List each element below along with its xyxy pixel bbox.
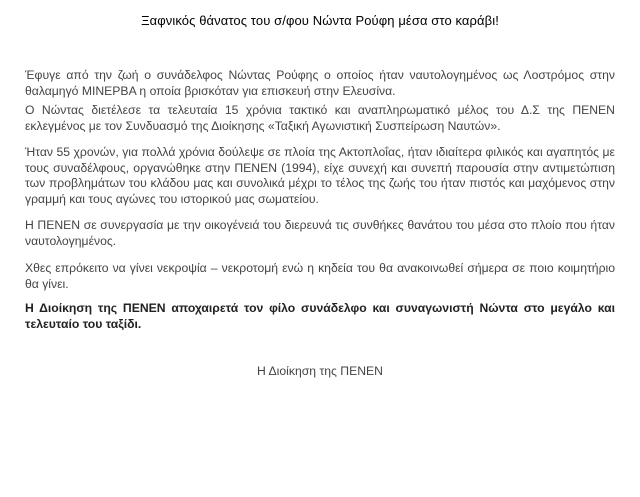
paragraph-board-membership: Ο Νώντας διετέλεσε τα τελευταία 15 χρόνια τακτικό και αναπληρωματικό μέλος του Δ.Σ της ΠΕΝΕΝ εκλεγμένος με τον Συνδυασμό της Διοίκησης «Ταξική Αγωνιστική Συσπείρωση Ναυτών». [25, 103, 615, 133]
paragraph-death-announcement: Έφυγε από την ζωή ο συνάδελφος Νώντας Ρούφης ο οποίος ήταν ναυτολογημένος ως Λοστρόμος στην θαλαμηγό MINEΡΒΑ η οποία βρισκόταν για επισκευή στην Ελευσίνα. [25, 68, 615, 98]
signature: Η Διοίκηση της ΠΕΝΕΝ [257, 364, 383, 378]
paragraph-autopsy-funeral: Χθες επρόκειτο να γίνει νεκροψία – νεκροτομή ενώ η κηδεία του θα ανακοινωθεί σήμερα σε ποιο κοιμητήριο θα γίνει. [25, 261, 615, 291]
paragraph-investigation: Η ΠΕΝΕΝ σε συνεργασία με την οικογένειά του διερευνά τις συνθήκες θανάτου του μέσα στο πλοίο που ήταν ναυτολογημένος. [25, 218, 615, 248]
document-title: Ξαφνικός θάνατος του σ/φου Νώντα Ρούφη μέσα στο καράβι! [141, 13, 499, 28]
paragraph-biography: Ήταν 55 χρονών, για πολλά χρόνια δούλεψε σε πλοία της Ακτοπλοΐας, ήταν ιδιαίτερα φιλικός και αγαπητός με τους συναδέλφους, οργανώθηκε στην ΠΕΝΕΝ (1994), είχε συνεχή και συνεπή παρουσία στην αντιμετώπιση των προβλημάτων του κλάδου μας και συνολικά μέχρι το τέλος της ζωής του ήταν πιστός και μαχόμενος στην γραμμή και τους αγώνες του ιστορικού μας σωματείου. [25, 145, 615, 206]
paragraph-farewell: Η Διοίκηση της ΠΕΝΕΝ αποχαιρετά τον φίλο συνάδελφο και συναγωνιστή Νώντα στο μεγάλο και τελευταίο του ταξίδι. [25, 301, 615, 331]
